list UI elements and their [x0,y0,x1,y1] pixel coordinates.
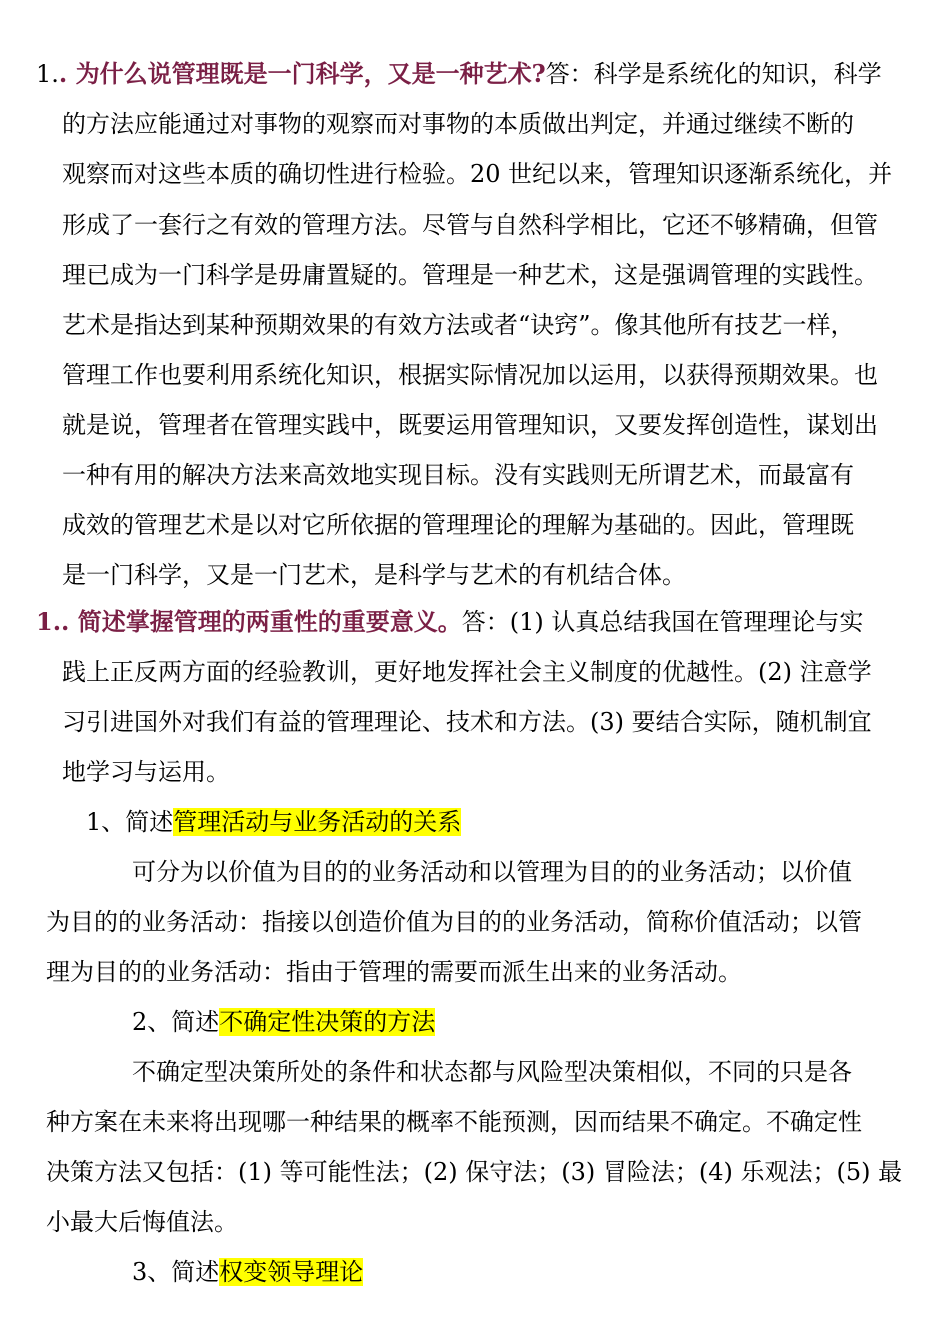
section1-line-1: 的方法应能通过对事物的观察而对事物的本质做出判定，并通过继续不断的 [62,110,854,138]
section1-line-0: 答：科学是系统化的知识，科学 [545,60,882,88]
section1-number: 1. [36,60,59,88]
section1-line-7: 就是说，管理者在管理实践中，既要运用管理知识，又要发挥创造性，谋划出 [62,411,878,439]
section1-line-4: 理已成为一门科学是毋庸置疑的。管理是一种艺术，这是强调管理的实践性。 [62,261,878,289]
item2-line-2: 决策方法又包括：(1) 等可能性法；(2) 保守法；(3) 冒险法；(4) 乐观法；(5) 最 [46,1158,903,1186]
item1-line-0: 可分为以价值为目的的业务活动和以管理为目的的业务活动；以价值 [132,858,852,886]
section2-line-3: 地学习与运用。 [62,758,230,786]
section1-line-9: 成效的管理艺术是以对它所依据的管理理论的理解为基础的。因此，管理既 [62,511,854,539]
section2-first-line [36,606,863,638]
item2-prefix: 2、简述 [132,1008,220,1036]
item3-prefix: 3、简述 [132,1258,220,1286]
item1-line-1: 为目的的业务活动：指接以创造价值为目的的业务活动，简称价值活动；以管 [46,908,862,936]
item1-prefix: 1、简述 [86,808,174,836]
section2-heading: 1.. 简述掌握管理的两重性的重要意义。 [36,607,462,636]
section1-line-6: 管理工作也要利用系统化知识，根据实际情况加以运用，以获得预期效果。也 [62,361,878,389]
item1-line-2: 理为目的的业务活动：指由于管理的需要而派生出来的业务活动。 [46,958,742,986]
item2-highlight: 不确定性决策的方法 [219,1008,436,1036]
section1-line-2: 观察而对这些本质的确切性进行检验。20 世纪以来，管理知识逐渐系统化，并 [62,160,893,188]
item3-title [132,1256,363,1288]
section2-line-0: 答：(1) 认真总结我国在管理理论与实 [461,608,864,636]
item2-line-0: 不确定型决策所处的条件和状态都与风险型决策相似，不同的只是各 [132,1058,852,1086]
section1-line-3: 形成了一套行之有效的管理方法。尽管与自然科学相比，它还不够精确，但管 [62,211,878,239]
item1-title [86,806,461,838]
item2-line-1: 种方案在未来将出现哪一种结果的概率不能预测，因而结果不确定。不确定性 [46,1108,862,1136]
section2-line-1: 践上正反两方面的经验教训，更好地发挥社会主义制度的优越性。(2) 注意学 [62,658,872,686]
section1-line-10: 是一门科学，又是一门艺术，是科学与艺术的有机结合体。 [62,561,686,589]
section1-first-line [36,58,882,90]
section1-line-8: 一种有用的解决方法来高效地实现目标。没有实践则无所谓艺术，而最富有 [62,461,854,489]
item1-highlight: 管理活动与业务活动的关系 [173,808,462,836]
item2-title [132,1006,435,1038]
section1-heading: . 为什么说管理既是一门科学，又是一种艺术? [58,59,546,88]
section2-line-2: 习引进国外对我们有益的管理理论、技术和方法。(3) 要结合实际，随机制宜 [62,708,872,736]
section1-line-5: 艺术是指达到某种预期效果的有效方法或者“诀窍”。像其他所有技艺一样， [62,311,855,339]
item3-highlight: 权变领导理论 [219,1258,364,1286]
item2-line-3: 小最大后悔值法。 [46,1208,238,1236]
